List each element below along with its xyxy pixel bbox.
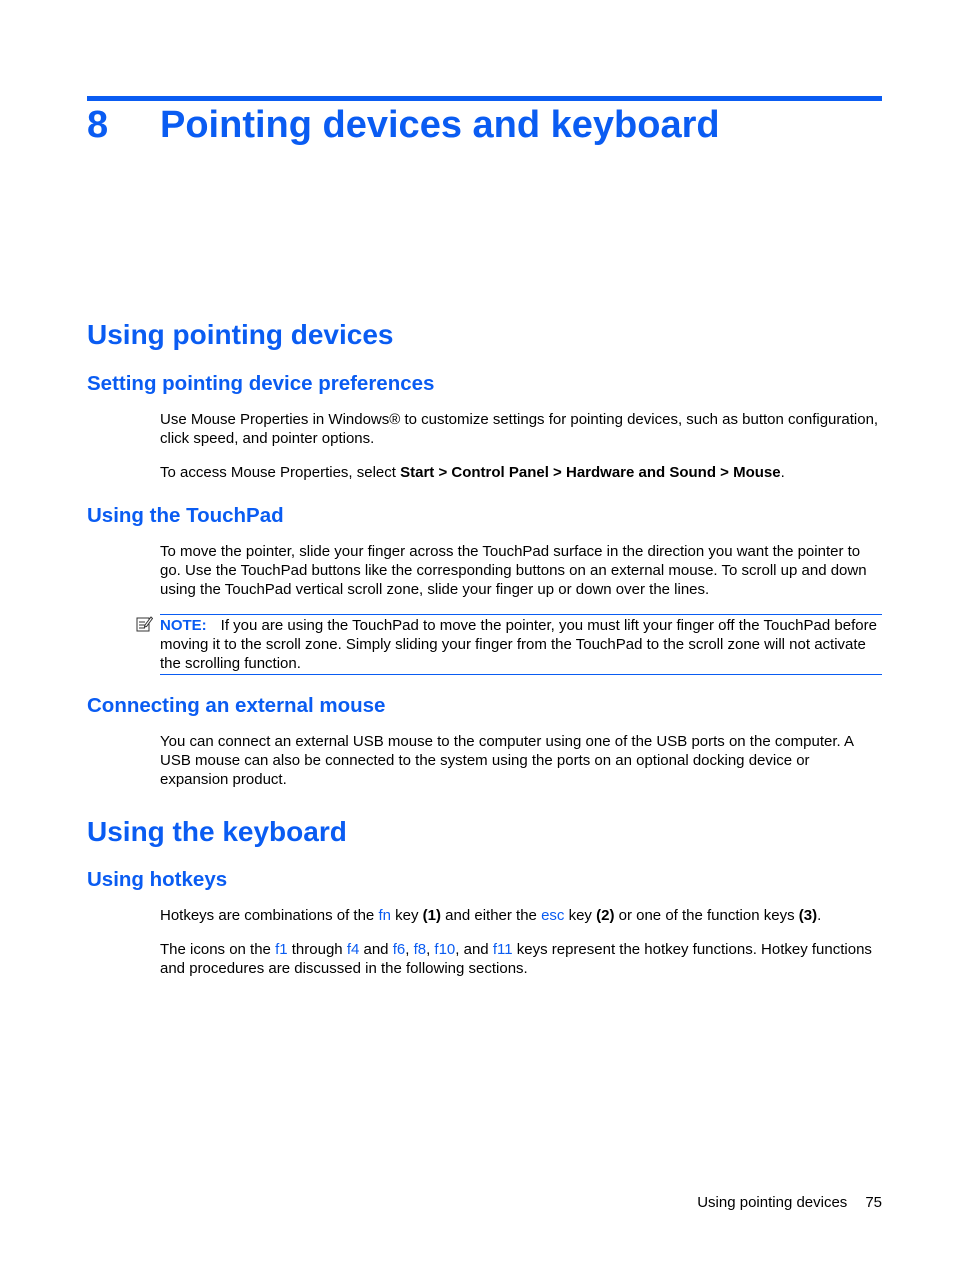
hotkeys-paragraph-2: [160, 940, 882, 978]
page-footer: [697, 1193, 882, 1212]
key-f10: f10: [434, 941, 456, 958]
note-label: NOTE:: [160, 617, 207, 634]
chapter-title-text: Pointing devices and keyboard: [160, 104, 720, 146]
text-run: key: [564, 907, 597, 924]
hotkeys-paragraph-1: [160, 906, 882, 925]
external-mouse-paragraph: You can connect an external USB mouse to the computer using one of the USB ports on the computer. A USB mouse can also be connected to the system using the ports on an optional docking device or expansion product.: [160, 733, 854, 788]
text-run: key: [390, 907, 423, 924]
callout-1: (1): [422, 907, 441, 924]
callout-3: (3): [798, 907, 818, 924]
touchpad-paragraph: To move the pointer, slide your finger across the TouchPad surface in the direction you want the pointer to go. Use the TouchPad buttons like the corresponding buttons on an external mouse. To scroll up and down using the TouchPad vertical scroll zone, slide your finger up or down over the lines.: [160, 543, 867, 598]
key-f1: f1: [275, 941, 288, 958]
note-box: [160, 614, 882, 675]
text-run: ,: [426, 941, 435, 958]
preferences-paragraph-2: [160, 463, 882, 482]
key-f4: f4: [346, 941, 360, 958]
key-esc: esc: [541, 907, 565, 924]
text-run: The icons on the: [160, 941, 276, 958]
text-run: ,: [405, 941, 414, 958]
key-fn: fn: [378, 907, 391, 924]
text-run: keys represent the hotkey functions. Hotkey functions and procedures are discussed in the following sections.: [160, 941, 872, 977]
text-run: and either the: [441, 907, 542, 924]
key-f6: f6: [392, 941, 406, 958]
callout-2: (2): [596, 907, 615, 924]
subsection-title-touchpad: Using the TouchPad: [87, 504, 284, 527]
mouse-properties-path: Start > Control Panel > Hardware and Sound > Mouse: [400, 464, 781, 481]
footer-section-title: Using pointing devices: [697, 1194, 848, 1211]
text-run: Hotkeys are combinations of the: [160, 907, 379, 924]
page-number: 75: [865, 1194, 882, 1211]
text-run: .: [817, 907, 822, 924]
section-title-keyboard: Using the keyboard: [87, 816, 347, 847]
p2-suffix: .: [780, 464, 785, 481]
key-f8: f8: [413, 941, 427, 958]
text-run: and: [359, 941, 393, 958]
text-run: through: [287, 941, 347, 958]
note-pencil-icon: [136, 615, 153, 632]
chapter-number: 8: [87, 104, 109, 146]
preferences-paragraph-1: Use Mouse Properties in Windows® to customize settings for pointing devices, such as button configuration, click speed, and pointer options.: [160, 411, 879, 447]
chapter-title: [87, 101, 720, 149]
subsection-title-external-mouse: Connecting an external mouse: [87, 694, 386, 717]
subsection-title-preferences: Setting pointing device preferences: [87, 372, 435, 395]
text-run: , and: [455, 941, 493, 958]
note-text: If you are using the TouchPad to move the pointer, you must lift your finger off the TouchPad before moving it to the scroll zone. Simply sliding your finger from the TouchPad to the scroll zone will not activate the scrolling function.: [160, 617, 877, 672]
p2-prefix: To access Mouse Properties, select: [160, 464, 401, 481]
subsection-title-hotkeys: Using hotkeys: [87, 868, 228, 891]
key-f11: f11: [492, 941, 513, 958]
section-title-pointing-devices: Using pointing devices: [87, 319, 394, 350]
text-run: or one of the function keys: [614, 907, 799, 924]
